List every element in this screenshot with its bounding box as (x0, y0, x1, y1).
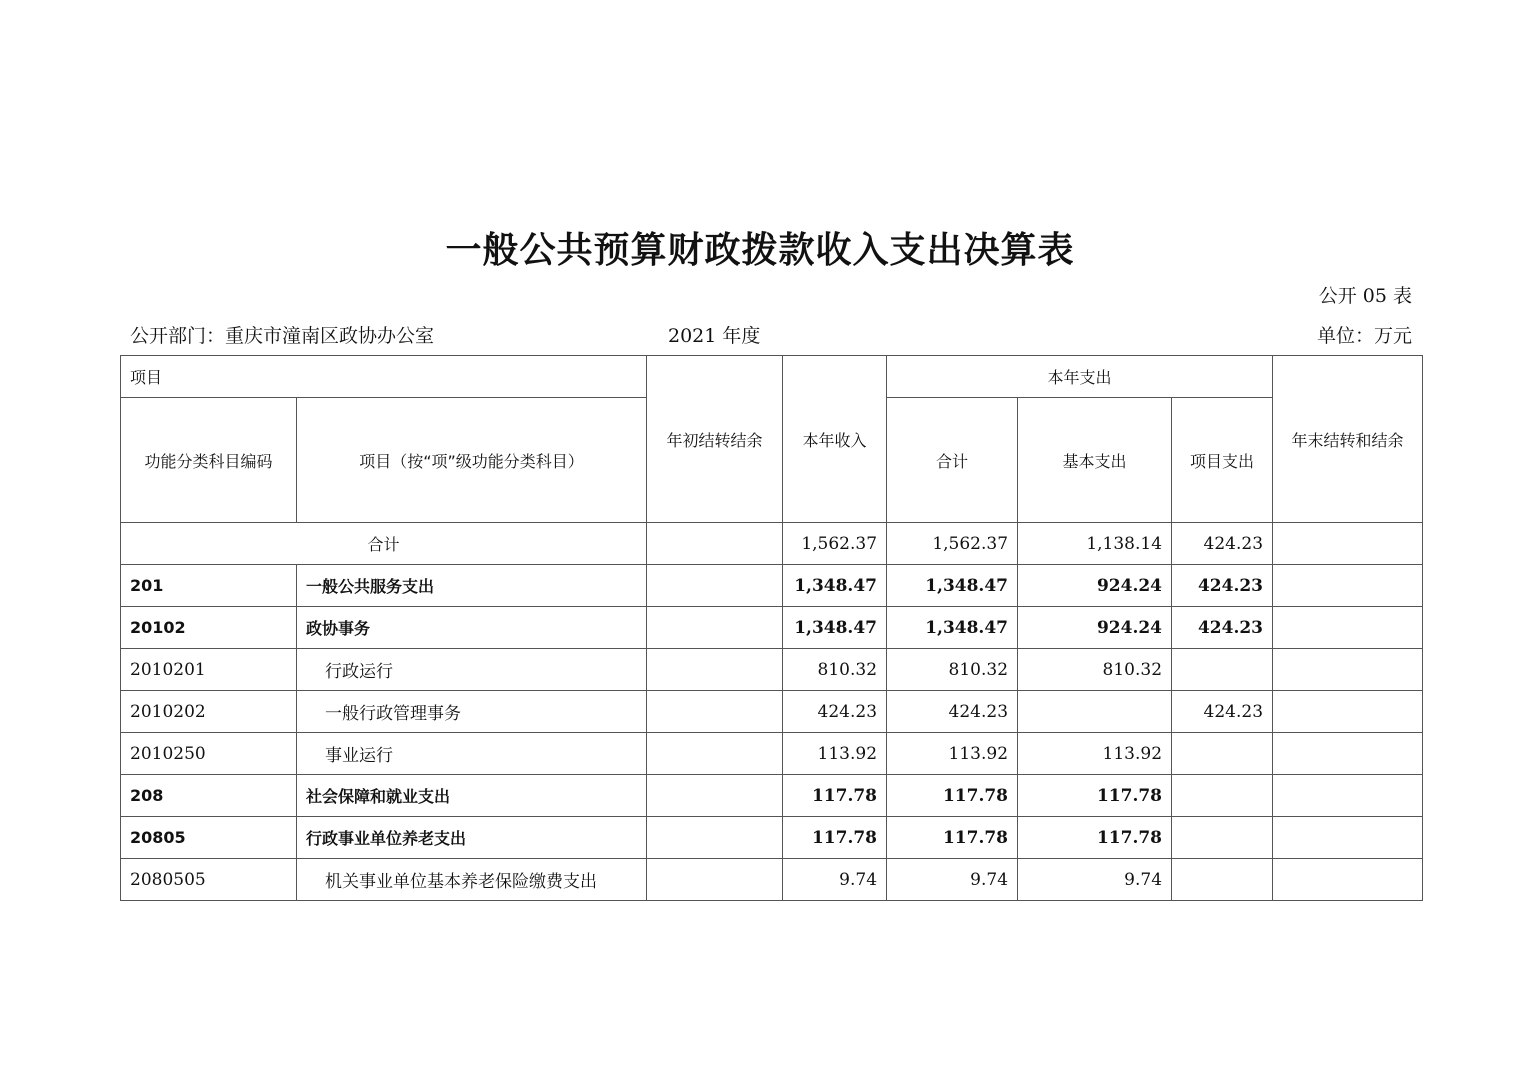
cell-income: 1,562.37 (783, 523, 887, 565)
cell-income: 1,348.47 (783, 607, 887, 649)
cell-name: 政协事务 (297, 607, 647, 649)
cell-project (1172, 775, 1273, 817)
cell-project (1172, 733, 1273, 775)
cell-end (1273, 649, 1423, 691)
cell-end (1273, 859, 1423, 901)
cell-begin (647, 691, 783, 733)
unit-label: 单位：万元 (1316, 325, 1412, 347)
cell-end (1273, 565, 1423, 607)
table-row (121, 691, 1423, 733)
cell-begin (647, 859, 783, 901)
header-project: 项目支出 (1172, 398, 1273, 523)
cell-project (1172, 859, 1273, 901)
total-row (121, 523, 1423, 565)
header-income: 本年收入 (783, 356, 887, 523)
cell-end (1273, 523, 1423, 565)
cell-income: 9.74 (783, 859, 887, 901)
cell-project: 424.23 (1172, 565, 1273, 607)
cell-total: 117.78 (887, 817, 1018, 859)
cell-total: 117.78 (887, 775, 1018, 817)
cell-basic: 810.32 (1018, 649, 1172, 691)
cell-total: 1,348.47 (887, 607, 1018, 649)
cell-name: 事业运行 (297, 733, 647, 775)
cell-end (1273, 691, 1423, 733)
form-number: 公开 05 表 (1318, 285, 1412, 307)
cell-basic: 9.74 (1018, 859, 1172, 901)
total-label: 合计 (121, 523, 647, 565)
cell-total: 1,562.37 (887, 523, 1018, 565)
cell-code: 208 (121, 775, 297, 817)
table-row (121, 733, 1423, 775)
cell-basic: 1,138.14 (1018, 523, 1172, 565)
cell-income: 117.78 (783, 775, 887, 817)
cell-income: 113.92 (783, 733, 887, 775)
cell-basic: 924.24 (1018, 607, 1172, 649)
cell-total: 1,348.47 (887, 565, 1018, 607)
cell-project (1172, 649, 1273, 691)
budget-table (120, 355, 1423, 901)
cell-code: 2080505 (121, 859, 297, 901)
cell-name: 行政运行 (297, 649, 647, 691)
header-item: 项目 (121, 356, 647, 398)
cell-begin (647, 607, 783, 649)
department-label: 公开部门：重庆市潼南区政协办公室 (130, 325, 435, 347)
header-code: 功能分类科目编码 (121, 398, 297, 523)
page-title: 一般公共预算财政拨款收入支出决算表 (445, 230, 1075, 271)
cell-project: 424.23 (1172, 523, 1273, 565)
cell-code: 20805 (121, 817, 297, 859)
cell-name: 一般行政管理事务 (297, 691, 647, 733)
cell-project: 424.23 (1172, 607, 1273, 649)
cell-total: 9.74 (887, 859, 1018, 901)
header-end-balance: 年末结转和结余 (1273, 356, 1423, 523)
cell-begin (647, 565, 783, 607)
cell-basic: 117.78 (1018, 817, 1172, 859)
cell-end (1273, 607, 1423, 649)
header-expense-group: 本年支出 (887, 356, 1273, 398)
cell-begin (647, 523, 783, 565)
cell-income: 810.32 (783, 649, 887, 691)
cell-income: 117.78 (783, 817, 887, 859)
cell-name: 社会保障和就业支出 (297, 775, 647, 817)
header-total: 合计 (887, 398, 1018, 523)
header-basic: 基本支出 (1018, 398, 1172, 523)
fiscal-year: 2021 年度 (668, 325, 761, 347)
cell-basic: 117.78 (1018, 775, 1172, 817)
table-row (121, 649, 1423, 691)
cell-end (1273, 775, 1423, 817)
table-row (121, 859, 1423, 901)
cell-begin (647, 775, 783, 817)
cell-income: 1,348.47 (783, 565, 887, 607)
cell-code: 2010250 (121, 733, 297, 775)
cell-name: 行政事业单位养老支出 (297, 817, 647, 859)
cell-code: 2010201 (121, 649, 297, 691)
cell-income: 424.23 (783, 691, 887, 733)
cell-name: 机关事业单位基本养老保险缴费支出 (297, 859, 647, 901)
cell-basic: 113.92 (1018, 733, 1172, 775)
cell-basic (1018, 691, 1172, 733)
table-row (121, 607, 1423, 649)
cell-end (1273, 817, 1423, 859)
header-begin-balance: 年初结转结余 (647, 356, 783, 523)
cell-total: 810.32 (887, 649, 1018, 691)
cell-code: 2010202 (121, 691, 297, 733)
table-row (121, 565, 1423, 607)
cell-project: 424.23 (1172, 691, 1273, 733)
header-name: 项目（按“项”级功能分类科目） (297, 398, 647, 523)
cell-name: 一般公共服务支出 (297, 565, 647, 607)
cell-basic: 924.24 (1018, 565, 1172, 607)
cell-end (1273, 733, 1423, 775)
cell-code: 20102 (121, 607, 297, 649)
cell-project (1172, 817, 1273, 859)
cell-total: 424.23 (887, 691, 1018, 733)
table-row (121, 817, 1423, 859)
cell-begin (647, 649, 783, 691)
cell-code: 201 (121, 565, 297, 607)
table-row (121, 775, 1423, 817)
cell-total: 113.92 (887, 733, 1018, 775)
cell-begin (647, 733, 783, 775)
cell-begin (647, 817, 783, 859)
